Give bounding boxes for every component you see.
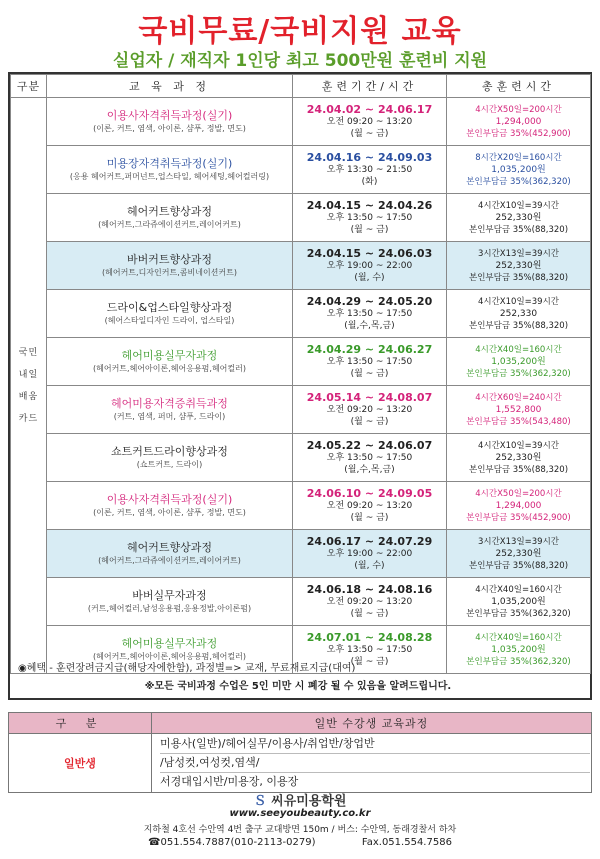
course-time: 오후 13:50 ~ 17:50 xyxy=(326,357,413,367)
course-subjects: (커트, 염색, 퍼머, 샴푸, 드라이) xyxy=(113,412,226,421)
table-row xyxy=(11,242,591,290)
course-cell xyxy=(47,146,293,194)
course-title: 이용사자격취득과정(실기) xyxy=(106,109,233,122)
benefit-line: ◉혜택 - 훈련장려금지급(해당자에한함), 과정별=> 교재, 무료재료지급(대여) xyxy=(18,663,356,674)
course-dates: 24.04.16 ~ 24.09.03 xyxy=(306,151,433,164)
period-cell xyxy=(293,194,447,242)
general-course-section xyxy=(8,712,592,793)
hours-cell xyxy=(447,530,591,578)
course-cell xyxy=(47,98,293,146)
course-cost: 1,035,200원 xyxy=(491,644,546,655)
course-cell xyxy=(47,194,293,242)
page-subtitle: 실업자 / 재직자 1인당 최고 500만원 훈련비 지원 xyxy=(112,51,488,71)
course-subjects: (커트,헤어컬러,남성응용펌,응용정발,아이론펌) xyxy=(87,604,252,613)
course-dates: 24.05.22 ~ 24.06.07 xyxy=(306,439,433,452)
course-cost: 1,035,200원 xyxy=(491,596,546,607)
course-time: 오후 13:50 ~ 17:50 xyxy=(326,645,413,655)
hours-cell xyxy=(447,434,591,482)
course-table xyxy=(10,74,591,674)
hours-cell xyxy=(447,242,591,290)
self-payment: 본인부담금 35%(452,900) xyxy=(466,512,571,523)
course-cell xyxy=(47,482,293,530)
course-days: (월 ~ 금) xyxy=(350,129,389,139)
total-hours: 3시간X13일=39시간 xyxy=(477,248,560,259)
table-row xyxy=(11,482,591,530)
course-dates: 24.04.02 ~ 24.06.17 xyxy=(306,103,433,116)
course-dates: 24.07.01 ~ 24.08.28 xyxy=(306,631,433,644)
period-cell xyxy=(293,290,447,338)
hours-cell xyxy=(447,482,591,530)
course-days: (화) xyxy=(361,177,378,187)
course-days: (월 ~ 금) xyxy=(350,609,389,619)
table-row xyxy=(11,530,591,578)
period-cell xyxy=(293,530,447,578)
course-time: 오후 13:50 ~ 17:50 xyxy=(326,213,413,223)
total-hours: 4시간X50일=200시간 xyxy=(475,488,562,499)
total-hours: 8시간X20일=160시간 xyxy=(475,152,562,163)
table-row xyxy=(11,194,591,242)
course-cost: 1,552,800 xyxy=(495,404,542,415)
course-title: 헤어미용실무자과정 xyxy=(121,637,218,650)
course-cell xyxy=(47,530,293,578)
fax-number: Fax.051.554.7586 xyxy=(361,837,452,848)
total-hours: 4시간X10일=39시간 xyxy=(477,200,560,211)
course-cost: 1,035,200원 xyxy=(491,356,546,367)
course-subjects: (쇼트커트, 드라이) xyxy=(136,460,203,469)
course-title: 헤어미용자격증취득과정 xyxy=(111,397,228,410)
course-days: (월 ~ 금) xyxy=(350,657,389,667)
course-time: 오후 13:50 ~ 17:50 xyxy=(326,309,413,319)
total-hours: 4시간X10일=39시간 xyxy=(477,296,560,307)
period-cell xyxy=(293,338,447,386)
hours-cell xyxy=(447,290,591,338)
total-hours: 3시간X13일=39시간 xyxy=(477,536,560,547)
self-payment: 본인부담금 35%(362,320) xyxy=(466,176,571,187)
self-payment: 본인부담금 35%(362,320) xyxy=(466,656,571,667)
course-days: (월,수,목,금) xyxy=(344,321,395,331)
table-row xyxy=(11,338,591,386)
course-title: 쇼트커트드라이향상과정 xyxy=(111,445,228,458)
course-title: 헤어커트향상과정 xyxy=(126,541,212,554)
course-subjects: (헤어스타일디자인 드라이, 업스타일) xyxy=(104,316,235,325)
general-label: 일반생 xyxy=(9,734,152,793)
course-subjects: (이론, 커트, 염색, 아이론, 샴푸, 정발, 면도) xyxy=(93,124,246,133)
course-subjects: (헤어커트,그라쥬에이션커트,레이어커트) xyxy=(98,556,241,565)
course-subjects: (이론, 커트, 염색, 아이론, 샴푸, 정발, 면도) xyxy=(93,508,246,517)
general-course-list xyxy=(152,734,592,793)
period-cell xyxy=(293,578,447,626)
course-dates: 24.06.18 ~ 24.08.16 xyxy=(306,583,433,596)
table-row xyxy=(11,290,591,338)
table-row xyxy=(11,98,591,146)
self-payment: 본인부담금 35%(88,320) xyxy=(468,272,569,283)
general-course-line: /남성컷,여성컷,염색/ xyxy=(160,753,590,772)
general-header-left: 구 분 xyxy=(9,713,152,734)
general-course-line: 서경대입시반/미용장, 이용장 xyxy=(160,772,590,791)
self-payment: 본인부담금 35%(543,480) xyxy=(466,416,571,427)
table-row xyxy=(11,386,591,434)
period-cell xyxy=(293,242,447,290)
course-subjects: (응용 헤어커트,퍼머넌트,업스타일, 헤어세팅,헤어컬러링) xyxy=(69,172,270,181)
self-payment: 본인부담금 35%(452,900) xyxy=(466,128,571,139)
self-payment: 본인부담금 35%(362,320) xyxy=(466,368,571,379)
total-hours: 4시간X60일=240시간 xyxy=(475,392,562,403)
self-payment: 본인부담금 35%(362,320) xyxy=(466,608,571,619)
academy-logo xyxy=(0,790,600,809)
website-link[interactable]: www.seeyoubeauty.co.kr xyxy=(229,808,371,819)
hours-cell xyxy=(447,98,591,146)
course-days: (월 ~ 금) xyxy=(350,513,389,523)
period-cell xyxy=(293,146,447,194)
course-cell xyxy=(47,242,293,290)
course-days: (월 ~ 금) xyxy=(350,369,389,379)
course-subjects: (헤어커트,그라쥬에이션커트,레이어커트) xyxy=(98,220,241,229)
course-cost: 252,330 xyxy=(499,308,538,319)
period-cell xyxy=(293,98,447,146)
course-title: 미용장자격취득과정(실기) xyxy=(106,157,233,170)
course-title: 드라이&업스타일향상과정 xyxy=(106,301,233,314)
total-hours: 4시간X40일=160시간 xyxy=(475,344,562,355)
course-dates: 24.05.14 ~ 24.08.07 xyxy=(306,391,433,404)
course-time: 오후 19:00 ~ 22:00 xyxy=(326,549,413,559)
phone-number: ☎051.554.7887(010-2113-0279) xyxy=(148,837,316,848)
course-days: (월,수,목,금) xyxy=(344,465,395,475)
hours-cell xyxy=(447,578,591,626)
table-row xyxy=(11,146,591,194)
course-subjects: (헤어커트,헤어아이론,헤어응용펌,헤어컬러) xyxy=(93,652,246,661)
hours-cell xyxy=(447,386,591,434)
total-hours: 4시간X40일=160시간 xyxy=(475,632,562,643)
general-header-right: 일반 수강생 교육과정 xyxy=(152,713,592,734)
course-cost: 252,330원 xyxy=(495,212,542,223)
self-payment: 본인부담금 35%(88,320) xyxy=(468,224,569,235)
total-hours: 4시간X50일=200시간 xyxy=(475,104,562,115)
header-total-hours: 총훈련시간 xyxy=(447,75,591,98)
course-dates: 24.06.10 ~ 24.09.05 xyxy=(306,487,433,500)
course-time: 오전 09:20 ~ 13:20 xyxy=(326,597,413,607)
course-cost: 252,330원 xyxy=(495,452,542,463)
course-time: 오후 19:00 ~ 22:00 xyxy=(326,261,413,271)
header-category: 구분 xyxy=(11,75,47,98)
course-dates: 24.04.29 ~ 24.06.27 xyxy=(306,343,433,356)
course-subjects: (헤어커트,디자인커트,콤비네이션커트) xyxy=(102,268,237,277)
hours-cell xyxy=(447,338,591,386)
page-title: 국비무료/국비지원 교육 xyxy=(138,14,462,49)
course-dates: 24.04.15 ~ 24.04.26 xyxy=(306,199,433,212)
contact-line xyxy=(0,837,600,848)
course-time: 오전 09:20 ~ 13:20 xyxy=(326,501,413,511)
self-payment: 본인부담금 35%(88,320) xyxy=(468,320,569,331)
course-dates: 24.06.17 ~ 24.07.29 xyxy=(306,535,433,548)
general-course-line: 미용사(일반)/헤어실무/이용사/취업반/창업반 xyxy=(160,737,375,750)
period-cell xyxy=(293,482,447,530)
hours-cell xyxy=(447,146,591,194)
course-days: (월 ~ 금) xyxy=(350,225,389,235)
period-cell xyxy=(293,434,447,482)
course-days: (월, 수) xyxy=(354,273,385,283)
total-hours: 4시간X10일=39시간 xyxy=(477,440,560,451)
header-period: 훈련기간/시간 xyxy=(293,75,447,98)
academy-name: 씨유미용학원 xyxy=(271,794,347,809)
course-days: (월 ~ 금) xyxy=(350,417,389,427)
course-days: (월, 수) xyxy=(354,561,385,571)
course-cost: 1,294,000 xyxy=(495,500,542,511)
course-time: 오전 09:20 ~ 13:20 xyxy=(326,117,413,127)
course-cost: 1,035,200원 xyxy=(491,164,546,175)
course-cost: 252,330원 xyxy=(495,260,542,271)
table-row xyxy=(11,434,591,482)
header-course: 교 육 과 정 xyxy=(47,75,293,98)
course-title: 헤어미용실무자과정 xyxy=(121,349,218,362)
course-time: 오후 13:50 ~ 17:50 xyxy=(326,453,413,463)
course-title: 바버실무자과정 xyxy=(132,589,207,602)
course-cell xyxy=(47,578,293,626)
course-title: 바버커트향상과정 xyxy=(126,253,212,266)
course-title: 이용사자격취득과정(실기) xyxy=(106,493,233,506)
self-payment: 본인부담금 35%(88,320) xyxy=(468,464,569,475)
general-course-table xyxy=(8,712,592,793)
category-cell: 국민 내일 배움 카드 xyxy=(11,98,47,674)
course-cell xyxy=(47,338,293,386)
course-table-frame xyxy=(8,72,592,700)
hours-cell xyxy=(447,194,591,242)
course-time: 오전 09:20 ~ 13:20 xyxy=(326,405,413,415)
course-cell xyxy=(47,386,293,434)
total-hours: 4시간X40일=160시간 xyxy=(475,584,562,595)
course-title: 헤어커트향상과정 xyxy=(126,205,212,218)
course-dates: 24.04.29 ~ 24.05.20 xyxy=(306,295,433,308)
self-payment: 본인부담금 35%(88,320) xyxy=(468,560,569,571)
course-subjects: (헤어커트,헤어아이론,헤어응용펌,헤어컬러) xyxy=(93,364,246,373)
cancellation-notice: ※모든 국비과정 수업은 5인 미만 시 폐강 될 수 있음을 알려드립니다. xyxy=(144,681,452,692)
course-time: 오후 13:30 ~ 21:50 xyxy=(326,165,413,175)
course-cell xyxy=(47,434,293,482)
address: 지하철 4호선 수안역 4번 출구 교대방면 150m / 버스: 수안역, 동래경찰서 하차 xyxy=(143,825,457,835)
course-cost: 1,294,000 xyxy=(495,116,542,127)
benefit-note xyxy=(10,660,586,696)
logo-mark-icon: Ｓ xyxy=(253,794,267,809)
table-row xyxy=(11,578,591,626)
period-cell xyxy=(293,386,447,434)
course-cell xyxy=(47,290,293,338)
course-dates: 24.04.15 ~ 24.06.03 xyxy=(306,247,433,260)
course-cost: 252,330원 xyxy=(495,548,542,559)
